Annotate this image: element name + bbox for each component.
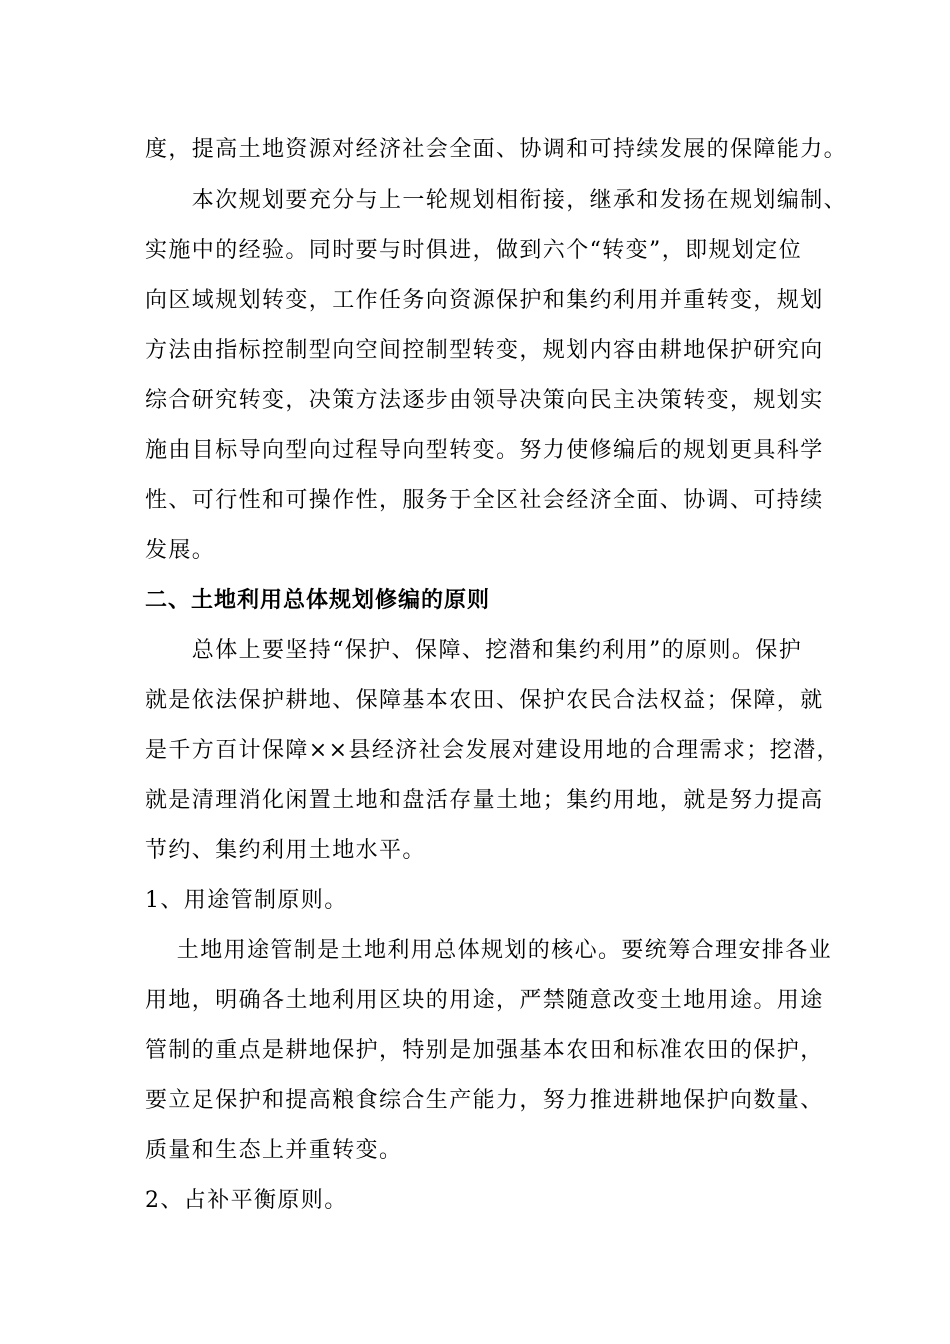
paragraph-line: 是千方百计保障××县经济社会发展对建设用地的合理需求；挖潜， — [145, 738, 840, 763]
paragraph-line: 实施中的经验。同时要与时俱进，做到六个“转变”，即规划定位 — [145, 238, 803, 263]
paragraph-line: 性、可行性和可操作性，服务于全区社会经济全面、协调、可持续 — [145, 488, 824, 513]
section-heading: 二、土地利用总体规划修编的原则 — [145, 588, 491, 613]
subsection-heading: 1、用途管制原则。 — [145, 888, 348, 913]
paragraph-line: 用地，明确各土地利用区块的用途，严禁随意改变土地用途。用途 — [145, 988, 824, 1013]
paragraph-line: 施由目标导向型向过程导向型转变。努力使修编后的规划更具科学 — [145, 438, 824, 463]
subsection-heading: 2、占补平衡原则。 — [145, 1188, 348, 1213]
paragraph-line: 质量和生态上并重转变。 — [145, 1138, 403, 1163]
paragraph-line: 发展。 — [145, 538, 216, 563]
paragraph-line: 总体上要坚持“保护、保障、挖潜和集约利用”的原则。保护 — [145, 638, 803, 663]
paragraph-line: 本次规划要充分与上一轮规划相衔接，继承和发扬在规划编制、 — [145, 188, 848, 213]
paragraph-line: 方法由指标控制型向空间控制型转变，规划内容由耕地保护研究向 — [145, 338, 824, 363]
paragraph-line: 土地用途管制是土地利用总体规划的核心。要统筹合理安排各业 — [145, 938, 832, 963]
paragraph-line: 就是清理消化闲置土地和盘活存量土地；集约用地，就是努力提高 — [145, 788, 824, 813]
paragraph-line: 综合研究转变，决策方法逐步由领导决策向民主决策转变，规划实 — [145, 388, 824, 413]
paragraph-line: 管制的重点是耕地保护，特别是加强基本农田和标准农田的保护， — [145, 1038, 824, 1063]
paragraph-line: 要立足保护和提高粮食综合生产能力，努力推进耕地保护向数量、 — [145, 1088, 824, 1113]
paragraph-line: 向区域规划转变，工作任务向资源保护和集约利用并重转变，规划 — [145, 288, 824, 313]
paragraph-line: 就是依法保护耕地、保障基本农田、保护农民合法权益；保障，就 — [145, 688, 824, 713]
paragraph-line: 节约、集约利用土地水平。 — [145, 838, 426, 863]
paragraph-line: 度，提高土地资源对经济社会全面、协调和可持续发展的保障能力。 — [145, 137, 848, 162]
